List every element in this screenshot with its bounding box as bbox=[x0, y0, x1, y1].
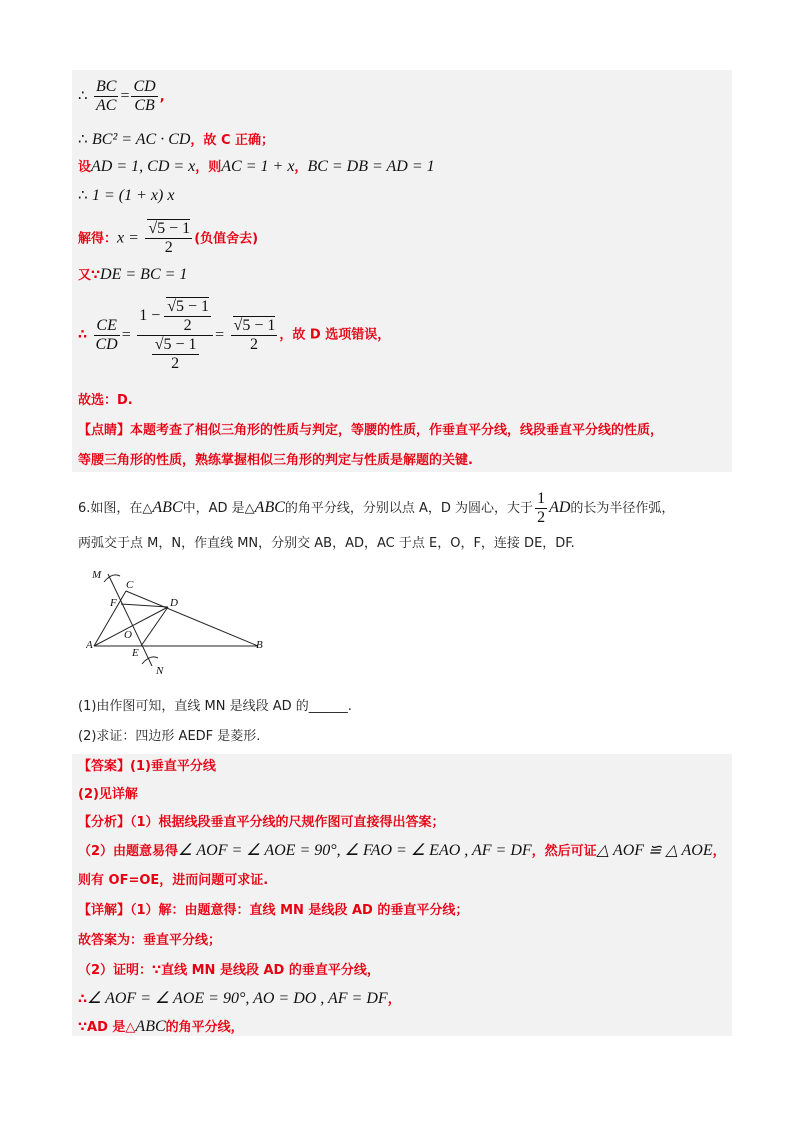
prev-line-5: 解得：x = $\frac{√5 - 1}{2}$ (负值舍去) bbox=[78, 220, 259, 256]
label-f: F bbox=[110, 597, 117, 609]
fraction-half: $\frac{1}{2}$ bbox=[537, 490, 546, 526]
fraction-ce-cd: $\frac{CE}{CD}$ bbox=[95, 317, 118, 353]
prev-line-6: 又∵DE = BC = 1 bbox=[78, 266, 188, 283]
geometry-figure bbox=[86, 566, 266, 676]
segment-de bbox=[141, 607, 168, 646]
analysis-line-1: 【分析】（1）根据线段垂直平分线的尺规作图可直接得出答案； bbox=[78, 815, 445, 830]
fraction-result: $\frac{√5 - 1}{2}$ bbox=[231, 317, 278, 354]
detail-line-3: （2）证明：∵直线 MN 是线段 AD 的垂直平分线， bbox=[78, 963, 380, 978]
answer-line-1: 【答案】(1)垂直平分线 bbox=[78, 759, 216, 774]
detail-line-4: ∴∠ AOF = ∠ AOE = 90°, AO = DO , AF = DF， bbox=[78, 990, 401, 1007]
question-line-2: 两弧交于点 M，N，作直线 MN，分别交 AB，AD，AC 于点 E，O，F，连接 DE，DF. bbox=[78, 536, 575, 551]
fraction-root5: $\frac{√5 - 1}{2}$ bbox=[145, 220, 192, 257]
label-c: C bbox=[126, 579, 134, 591]
label-d: D bbox=[170, 597, 178, 609]
compound-fraction: 1 − $\frac{√5 - 1}{2}$ $\frac{√5 - 1}{2}$ bbox=[137, 298, 213, 373]
analysis-line-3: 则有 OF=OE，进而问题可求证. bbox=[78, 873, 269, 888]
label-n: N bbox=[156, 665, 164, 676]
label-m: M bbox=[92, 569, 102, 581]
subquestion-2: (2)求证：四边形 AEDF 是菱形. bbox=[78, 729, 261, 744]
label-b: B bbox=[256, 639, 263, 651]
prev-line-9: 【点睛】本题考查了相似三角形的性质与判定，等腰的性质，作垂直平分线，线段垂直平分线的性质， bbox=[78, 423, 664, 438]
label-a: A bbox=[86, 639, 93, 651]
question-line-1: 6.如图，在△ABC中，AD 是△ABC的角平分线，分别以点 A，D 为圆心，大于 $\frac{1}{2}$ AD的长为半径作弧， bbox=[78, 490, 675, 526]
answer-line-2: (2)见详解 bbox=[78, 787, 138, 802]
analysis-line-2: （2）由题意易得∠ AOF = ∠ AOE = 90°, ∠ FAO = ∠ EAO , AF = DF，然后可证△ AOF ≌ △ AOE， bbox=[78, 842, 726, 859]
prev-line-8: 故选：D. bbox=[78, 393, 133, 408]
prev-line-3: 设AD = 1, CD = x，则AC = 1 + x，BC = DB = AD = 1 bbox=[78, 158, 435, 175]
prev-line-2: ∴ BC² = AC · CD，故 C 正确； bbox=[78, 130, 275, 148]
fraction-bc-ac: $\frac{BC}{AC}$ bbox=[96, 78, 117, 114]
fraction-cd-cb: $\frac{CD}{CB}$ bbox=[133, 78, 156, 114]
detail-line-2: 故答案为：垂直平分线； bbox=[78, 933, 222, 948]
label-o: O bbox=[124, 629, 132, 641]
subquestion-1: (1)由作图可知，直线 MN 是线段 AD 的______. bbox=[78, 699, 352, 714]
label-e: E bbox=[132, 647, 139, 659]
prev-line-1: ∴ $\frac{BC}{AC}$ = $\frac{CD}{CB}$ , bbox=[78, 78, 165, 114]
detail-line-5: ∵AD 是△ABC的角平分线， bbox=[78, 1018, 244, 1035]
arc-m bbox=[104, 575, 120, 582]
prev-line-10: 等腰三角形的性质，熟练掌握相似三角形的判定与性质是解题的关键. bbox=[78, 453, 473, 468]
prev-line-7: ∴ $\frac{CE}{CD}$ = 1 − $\frac{√5 - 1}{2}$ $\frac{√5 - 1}{2}$ = $\frac{√5 - 1}{2}$ ，故 D 选项错误， bbox=[78, 298, 391, 372]
prev-line-4: ∴ 1 = (1 + x) x bbox=[78, 186, 175, 204]
detail-line-1: 【详解】（1）解：由题意得：直线 MN 是线段 AD 的垂直平分线； bbox=[78, 903, 469, 918]
